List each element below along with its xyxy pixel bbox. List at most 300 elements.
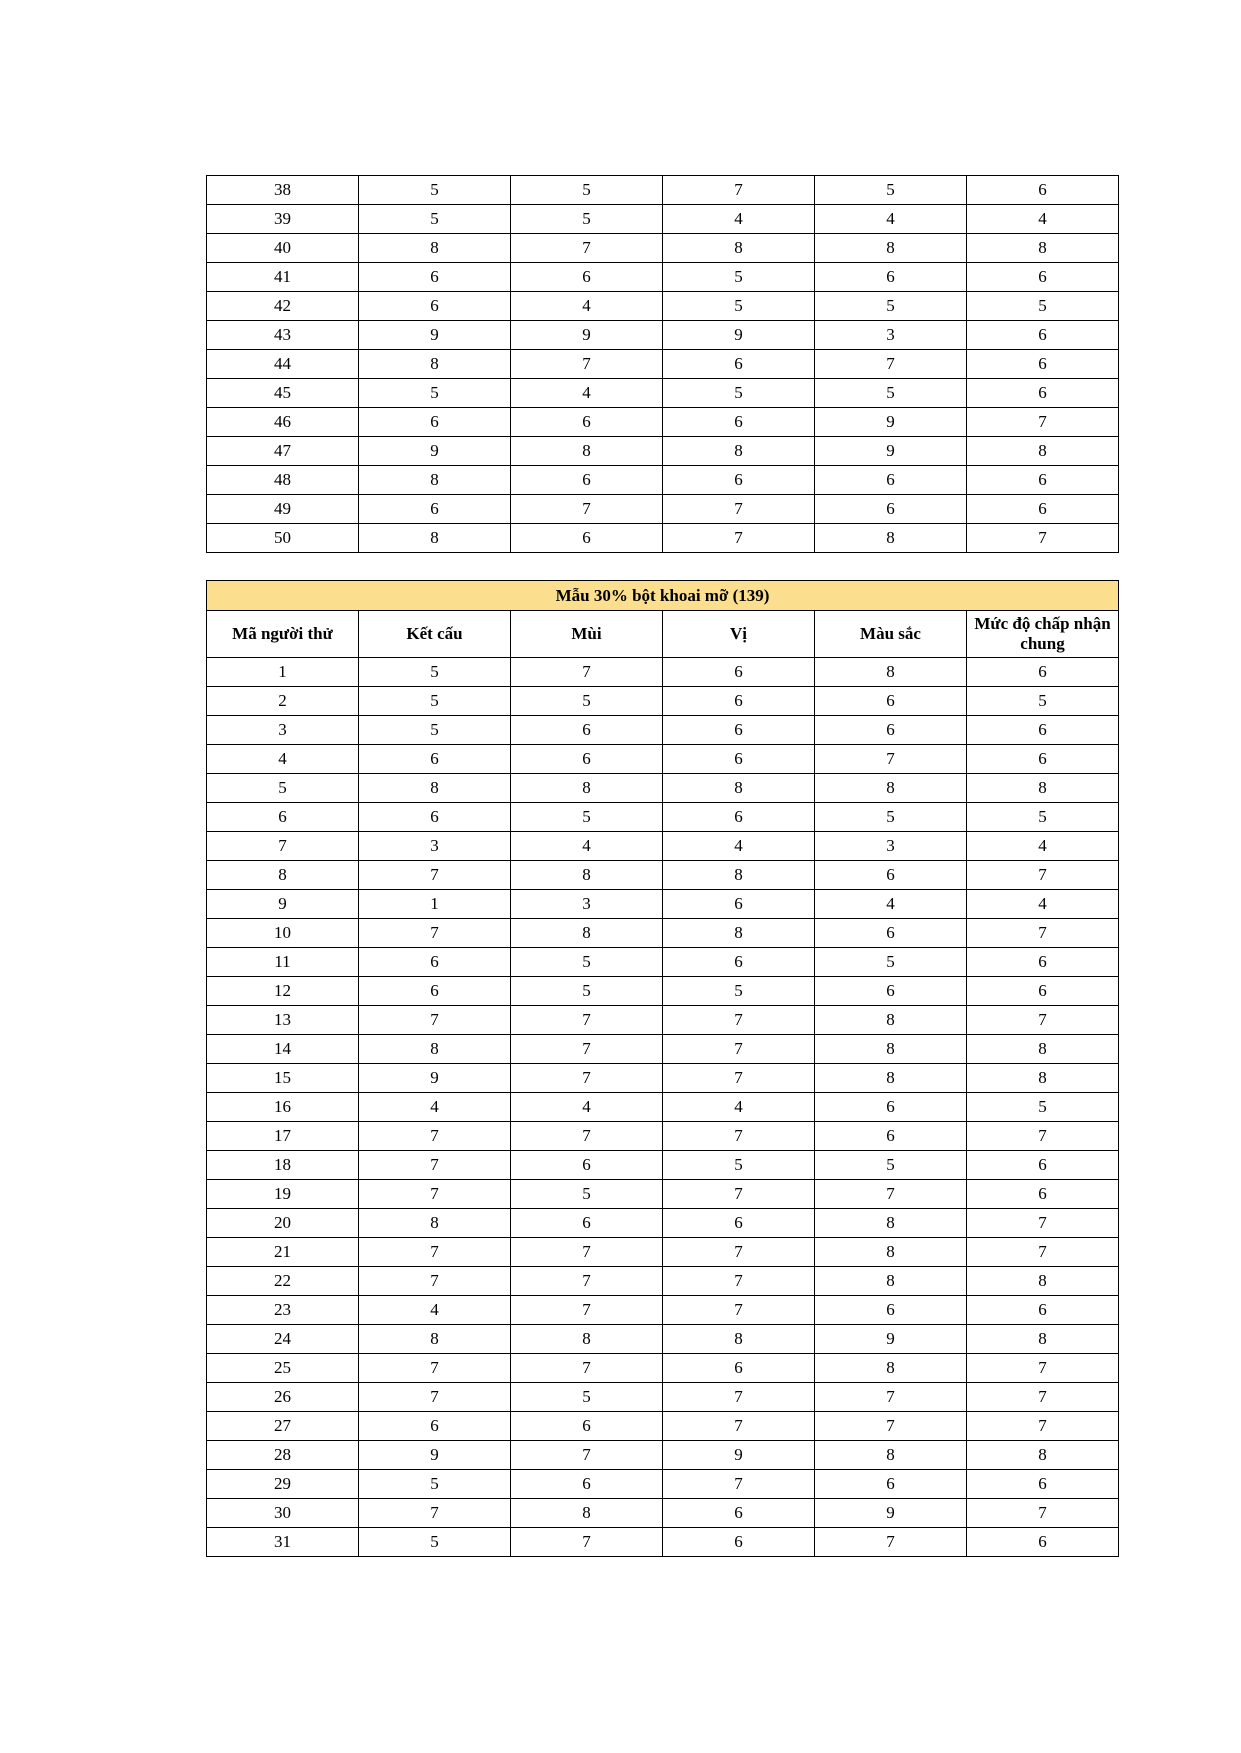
table-row — [207, 803, 1119, 832]
header-aroma: Mùi — [511, 611, 663, 658]
taste-cell: 7 — [663, 495, 815, 524]
aroma-cell: 6 — [511, 1151, 663, 1180]
tester-id-cell: 14 — [207, 1035, 359, 1064]
aroma-cell: 7 — [511, 350, 663, 379]
aroma-cell: 4 — [511, 832, 663, 861]
table-row — [207, 1093, 1119, 1122]
tester-id-cell: 47 — [207, 437, 359, 466]
overall-cell: 7 — [967, 1209, 1119, 1238]
overall-cell: 7 — [967, 1122, 1119, 1151]
color-cell: 6 — [815, 1470, 967, 1499]
aroma-cell: 6 — [511, 1209, 663, 1238]
continued-score-table — [206, 175, 1119, 553]
color-cell: 7 — [815, 350, 967, 379]
texture-cell: 5 — [359, 1528, 511, 1557]
color-cell: 5 — [815, 948, 967, 977]
table-row — [207, 1383, 1119, 1412]
aroma-cell: 4 — [511, 292, 663, 321]
aroma-cell: 7 — [511, 1267, 663, 1296]
overall-cell: 8 — [967, 774, 1119, 803]
overall-cell: 6 — [967, 977, 1119, 1006]
table-row — [207, 292, 1119, 321]
tester-id-cell: 28 — [207, 1441, 359, 1470]
color-cell: 4 — [815, 205, 967, 234]
table-row — [207, 658, 1119, 687]
taste-cell: 5 — [663, 977, 815, 1006]
overall-cell: 7 — [967, 861, 1119, 890]
texture-cell: 7 — [359, 861, 511, 890]
taste-cell: 7 — [663, 1035, 815, 1064]
overall-cell: 5 — [967, 1093, 1119, 1122]
color-cell: 7 — [815, 1412, 967, 1441]
aroma-cell: 5 — [511, 687, 663, 716]
table-row — [207, 437, 1119, 466]
taste-cell: 4 — [663, 205, 815, 234]
overall-cell: 6 — [967, 1470, 1119, 1499]
header-color: Màu sắc — [815, 611, 967, 658]
tester-id-cell: 21 — [207, 1238, 359, 1267]
overall-cell: 8 — [967, 1441, 1119, 1470]
texture-cell: 8 — [359, 350, 511, 379]
tester-id-cell: 29 — [207, 1470, 359, 1499]
color-cell: 8 — [815, 658, 967, 687]
texture-cell: 5 — [359, 687, 511, 716]
tester-id-cell: 16 — [207, 1093, 359, 1122]
taste-cell: 6 — [663, 408, 815, 437]
color-cell: 8 — [815, 1238, 967, 1267]
overall-cell: 6 — [967, 495, 1119, 524]
aroma-cell: 8 — [511, 774, 663, 803]
aroma-cell: 7 — [511, 1006, 663, 1035]
overall-cell: 6 — [967, 350, 1119, 379]
aroma-cell: 4 — [511, 1093, 663, 1122]
tester-id-cell: 19 — [207, 1180, 359, 1209]
aroma-cell: 4 — [511, 379, 663, 408]
table-header-row — [207, 611, 1119, 658]
tester-id-cell: 22 — [207, 1267, 359, 1296]
aroma-cell: 6 — [511, 1412, 663, 1441]
texture-cell: 6 — [359, 408, 511, 437]
color-cell: 5 — [815, 379, 967, 408]
tester-id-cell: 30 — [207, 1499, 359, 1528]
texture-cell: 7 — [359, 1499, 511, 1528]
tester-id-cell: 13 — [207, 1006, 359, 1035]
taste-cell: 7 — [663, 1122, 815, 1151]
texture-cell: 6 — [359, 948, 511, 977]
aroma-cell: 9 — [511, 321, 663, 350]
color-cell: 9 — [815, 437, 967, 466]
texture-cell: 5 — [359, 658, 511, 687]
tester-id-cell: 9 — [207, 890, 359, 919]
tester-id-cell: 18 — [207, 1151, 359, 1180]
header-taste: Vị — [663, 611, 815, 658]
table-row — [207, 1238, 1119, 1267]
taste-cell: 9 — [663, 321, 815, 350]
taste-cell: 6 — [663, 1354, 815, 1383]
color-cell: 6 — [815, 1093, 967, 1122]
taste-cell: 6 — [663, 803, 815, 832]
table-row — [207, 919, 1119, 948]
texture-cell: 1 — [359, 890, 511, 919]
overall-cell: 7 — [967, 1383, 1119, 1412]
taste-cell: 6 — [663, 745, 815, 774]
tester-id-cell: 11 — [207, 948, 359, 977]
table-row — [207, 948, 1119, 977]
aroma-cell: 5 — [511, 176, 663, 205]
table-title-row — [207, 581, 1119, 611]
overall-cell: 6 — [967, 321, 1119, 350]
table-row — [207, 1441, 1119, 1470]
texture-cell: 9 — [359, 321, 511, 350]
tester-id-cell: 41 — [207, 263, 359, 292]
aroma-cell: 6 — [511, 1470, 663, 1499]
texture-cell: 4 — [359, 1296, 511, 1325]
texture-cell: 6 — [359, 263, 511, 292]
aroma-cell: 7 — [511, 1296, 663, 1325]
color-cell: 8 — [815, 524, 967, 553]
tester-id-cell: 45 — [207, 379, 359, 408]
aroma-cell: 7 — [511, 1441, 663, 1470]
aroma-cell: 5 — [511, 977, 663, 1006]
table-row — [207, 1528, 1119, 1557]
color-cell: 5 — [815, 292, 967, 321]
tester-id-cell: 42 — [207, 292, 359, 321]
table-row — [207, 466, 1119, 495]
taste-cell: 6 — [663, 890, 815, 919]
color-cell: 7 — [815, 745, 967, 774]
taste-cell: 8 — [663, 1325, 815, 1354]
aroma-cell: 6 — [511, 716, 663, 745]
aroma-cell: 8 — [511, 861, 663, 890]
texture-cell: 6 — [359, 292, 511, 321]
color-cell: 5 — [815, 1151, 967, 1180]
color-cell: 8 — [815, 1006, 967, 1035]
texture-cell: 6 — [359, 495, 511, 524]
texture-cell: 7 — [359, 1383, 511, 1412]
overall-cell: 4 — [967, 832, 1119, 861]
tester-id-cell: 24 — [207, 1325, 359, 1354]
aroma-cell: 6 — [511, 745, 663, 774]
table-row — [207, 1267, 1119, 1296]
color-cell: 5 — [815, 803, 967, 832]
texture-cell: 7 — [359, 1238, 511, 1267]
color-cell: 8 — [815, 1035, 967, 1064]
tester-id-cell: 39 — [207, 205, 359, 234]
table-row — [207, 408, 1119, 437]
color-cell: 8 — [815, 1209, 967, 1238]
overall-cell: 6 — [967, 1296, 1119, 1325]
taste-cell: 5 — [663, 1151, 815, 1180]
color-cell: 8 — [815, 1064, 967, 1093]
table-row — [207, 176, 1119, 205]
header-tester-id: Mã người thử — [207, 611, 359, 658]
aroma-cell: 5 — [511, 1383, 663, 1412]
table-row — [207, 1006, 1119, 1035]
texture-cell: 9 — [359, 437, 511, 466]
table-row — [207, 774, 1119, 803]
table-row — [207, 1354, 1119, 1383]
taste-cell: 6 — [663, 1209, 815, 1238]
taste-cell: 6 — [663, 658, 815, 687]
overall-cell: 6 — [967, 263, 1119, 292]
table-row — [207, 234, 1119, 263]
taste-cell: 7 — [663, 1006, 815, 1035]
taste-cell: 5 — [663, 379, 815, 408]
taste-cell: 8 — [663, 861, 815, 890]
tester-id-cell: 17 — [207, 1122, 359, 1151]
texture-cell: 6 — [359, 1412, 511, 1441]
tester-id-cell: 5 — [207, 774, 359, 803]
tester-id-cell: 43 — [207, 321, 359, 350]
tester-id-cell: 6 — [207, 803, 359, 832]
tester-id-cell: 31 — [207, 1528, 359, 1557]
aroma-cell: 7 — [511, 1238, 663, 1267]
color-cell: 6 — [815, 1122, 967, 1151]
aroma-cell: 7 — [511, 658, 663, 687]
color-cell: 8 — [815, 1267, 967, 1296]
texture-cell: 8 — [359, 774, 511, 803]
color-cell: 8 — [815, 774, 967, 803]
tester-id-cell: 2 — [207, 687, 359, 716]
sample-139-score-table — [206, 580, 1119, 1557]
overall-cell: 5 — [967, 803, 1119, 832]
color-cell: 9 — [815, 1325, 967, 1354]
overall-cell: 6 — [967, 379, 1119, 408]
tester-id-cell: 25 — [207, 1354, 359, 1383]
aroma-cell: 7 — [511, 1354, 663, 1383]
overall-cell: 6 — [967, 1528, 1119, 1557]
overall-cell: 6 — [967, 176, 1119, 205]
color-cell: 8 — [815, 1354, 967, 1383]
texture-cell: 7 — [359, 919, 511, 948]
taste-cell: 8 — [663, 234, 815, 263]
table-row — [207, 1180, 1119, 1209]
table-row — [207, 832, 1119, 861]
table-row — [207, 1035, 1119, 1064]
aroma-cell: 6 — [511, 466, 663, 495]
texture-cell: 7 — [359, 1180, 511, 1209]
texture-cell: 3 — [359, 832, 511, 861]
taste-cell: 6 — [663, 350, 815, 379]
texture-cell: 9 — [359, 1441, 511, 1470]
color-cell: 6 — [815, 861, 967, 890]
overall-cell: 6 — [967, 1180, 1119, 1209]
overall-cell: 8 — [967, 1035, 1119, 1064]
overall-cell: 7 — [967, 1499, 1119, 1528]
overall-cell: 6 — [967, 658, 1119, 687]
color-cell: 6 — [815, 687, 967, 716]
overall-cell: 7 — [967, 1354, 1119, 1383]
overall-cell: 7 — [967, 919, 1119, 948]
taste-cell: 8 — [663, 919, 815, 948]
sample-139-score-table-body — [207, 658, 1119, 1557]
texture-cell: 5 — [359, 205, 511, 234]
table-row — [207, 524, 1119, 553]
texture-cell: 5 — [359, 716, 511, 745]
table-row — [207, 1064, 1119, 1093]
aroma-cell: 6 — [511, 524, 663, 553]
texture-cell: 6 — [359, 745, 511, 774]
overall-cell: 6 — [967, 716, 1119, 745]
texture-cell: 4 — [359, 1093, 511, 1122]
tester-id-cell: 38 — [207, 176, 359, 205]
aroma-cell: 8 — [511, 919, 663, 948]
tester-id-cell: 23 — [207, 1296, 359, 1325]
overall-cell: 7 — [967, 1238, 1119, 1267]
color-cell: 7 — [815, 1528, 967, 1557]
taste-cell: 6 — [663, 687, 815, 716]
tester-id-cell: 50 — [207, 524, 359, 553]
texture-cell: 5 — [359, 379, 511, 408]
overall-cell: 7 — [967, 524, 1119, 553]
color-cell: 7 — [815, 1383, 967, 1412]
texture-cell: 7 — [359, 1267, 511, 1296]
color-cell: 6 — [815, 495, 967, 524]
color-cell: 6 — [815, 263, 967, 292]
taste-cell: 7 — [663, 1470, 815, 1499]
table-row — [207, 687, 1119, 716]
texture-cell: 9 — [359, 1064, 511, 1093]
color-cell: 3 — [815, 321, 967, 350]
texture-cell: 7 — [359, 1354, 511, 1383]
texture-cell: 5 — [359, 176, 511, 205]
overall-cell: 7 — [967, 1412, 1119, 1441]
taste-cell: 4 — [663, 1093, 815, 1122]
taste-cell: 7 — [663, 176, 815, 205]
overall-cell: 8 — [967, 1325, 1119, 1354]
color-cell: 6 — [815, 466, 967, 495]
table-row — [207, 1412, 1119, 1441]
taste-cell: 6 — [663, 948, 815, 977]
table-row — [207, 321, 1119, 350]
overall-cell: 7 — [967, 1006, 1119, 1035]
taste-cell: 5 — [663, 292, 815, 321]
tester-id-cell: 40 — [207, 234, 359, 263]
texture-cell: 8 — [359, 1209, 511, 1238]
texture-cell: 8 — [359, 234, 511, 263]
texture-cell: 8 — [359, 466, 511, 495]
aroma-cell: 7 — [511, 1122, 663, 1151]
aroma-cell: 7 — [511, 1528, 663, 1557]
texture-cell: 7 — [359, 1151, 511, 1180]
tester-id-cell: 48 — [207, 466, 359, 495]
continued-score-table-body — [207, 176, 1119, 553]
overall-cell: 6 — [967, 466, 1119, 495]
texture-cell: 7 — [359, 1122, 511, 1151]
table-row — [207, 890, 1119, 919]
color-cell: 7 — [815, 1180, 967, 1209]
overall-cell: 6 — [967, 1151, 1119, 1180]
table-row — [207, 1499, 1119, 1528]
tester-id-cell: 12 — [207, 977, 359, 1006]
table-row — [207, 1470, 1119, 1499]
texture-cell: 8 — [359, 524, 511, 553]
taste-cell: 6 — [663, 466, 815, 495]
taste-cell: 9 — [663, 1441, 815, 1470]
taste-cell: 7 — [663, 1412, 815, 1441]
taste-cell: 8 — [663, 437, 815, 466]
taste-cell: 6 — [663, 1499, 815, 1528]
aroma-cell: 5 — [511, 205, 663, 234]
color-cell: 9 — [815, 408, 967, 437]
tester-id-cell: 3 — [207, 716, 359, 745]
table-row — [207, 1296, 1119, 1325]
table-row — [207, 1209, 1119, 1238]
taste-cell: 7 — [663, 1296, 815, 1325]
tester-id-cell: 15 — [207, 1064, 359, 1093]
taste-cell: 4 — [663, 832, 815, 861]
color-cell: 8 — [815, 1441, 967, 1470]
table-row — [207, 1151, 1119, 1180]
aroma-cell: 7 — [511, 234, 663, 263]
aroma-cell: 5 — [511, 1180, 663, 1209]
tester-id-cell: 27 — [207, 1412, 359, 1441]
texture-cell: 7 — [359, 1006, 511, 1035]
overall-cell: 8 — [967, 1064, 1119, 1093]
overall-cell: 4 — [967, 205, 1119, 234]
aroma-cell: 5 — [511, 803, 663, 832]
overall-cell: 5 — [967, 292, 1119, 321]
taste-cell: 7 — [663, 1383, 815, 1412]
taste-cell: 7 — [663, 1180, 815, 1209]
header-overall-acceptance: Mức độ chấp nhận chung — [967, 611, 1119, 658]
tester-id-cell: 26 — [207, 1383, 359, 1412]
overall-cell: 5 — [967, 687, 1119, 716]
overall-cell: 7 — [967, 408, 1119, 437]
color-cell: 6 — [815, 716, 967, 745]
taste-cell: 7 — [663, 1267, 815, 1296]
tester-id-cell: 10 — [207, 919, 359, 948]
aroma-cell: 6 — [511, 408, 663, 437]
taste-cell: 7 — [663, 1064, 815, 1093]
texture-cell: 6 — [359, 803, 511, 832]
texture-cell: 6 — [359, 977, 511, 1006]
color-cell: 5 — [815, 176, 967, 205]
aroma-cell: 7 — [511, 1035, 663, 1064]
taste-cell: 6 — [663, 716, 815, 745]
overall-cell: 6 — [967, 745, 1119, 774]
tester-id-cell: 46 — [207, 408, 359, 437]
color-cell: 6 — [815, 977, 967, 1006]
texture-cell: 8 — [359, 1325, 511, 1354]
aroma-cell: 6 — [511, 263, 663, 292]
table-title: Mẫu 30% bột khoai mỡ (139) — [207, 581, 1119, 611]
texture-cell: 5 — [359, 1470, 511, 1499]
taste-cell: 8 — [663, 774, 815, 803]
color-cell: 6 — [815, 1296, 967, 1325]
overall-cell: 4 — [967, 890, 1119, 919]
table-row — [207, 379, 1119, 408]
aroma-cell: 8 — [511, 1325, 663, 1354]
table-row — [207, 861, 1119, 890]
color-cell: 8 — [815, 234, 967, 263]
overall-cell: 6 — [967, 948, 1119, 977]
overall-cell: 8 — [967, 234, 1119, 263]
color-cell: 6 — [815, 919, 967, 948]
color-cell: 9 — [815, 1499, 967, 1528]
texture-cell: 8 — [359, 1035, 511, 1064]
tester-id-cell: 44 — [207, 350, 359, 379]
aroma-cell: 7 — [511, 1064, 663, 1093]
table-row — [207, 1325, 1119, 1354]
aroma-cell: 7 — [511, 495, 663, 524]
taste-cell: 6 — [663, 1528, 815, 1557]
table-row — [207, 350, 1119, 379]
color-cell: 4 — [815, 890, 967, 919]
table-row — [207, 745, 1119, 774]
aroma-cell: 5 — [511, 948, 663, 977]
overall-cell: 8 — [967, 1267, 1119, 1296]
